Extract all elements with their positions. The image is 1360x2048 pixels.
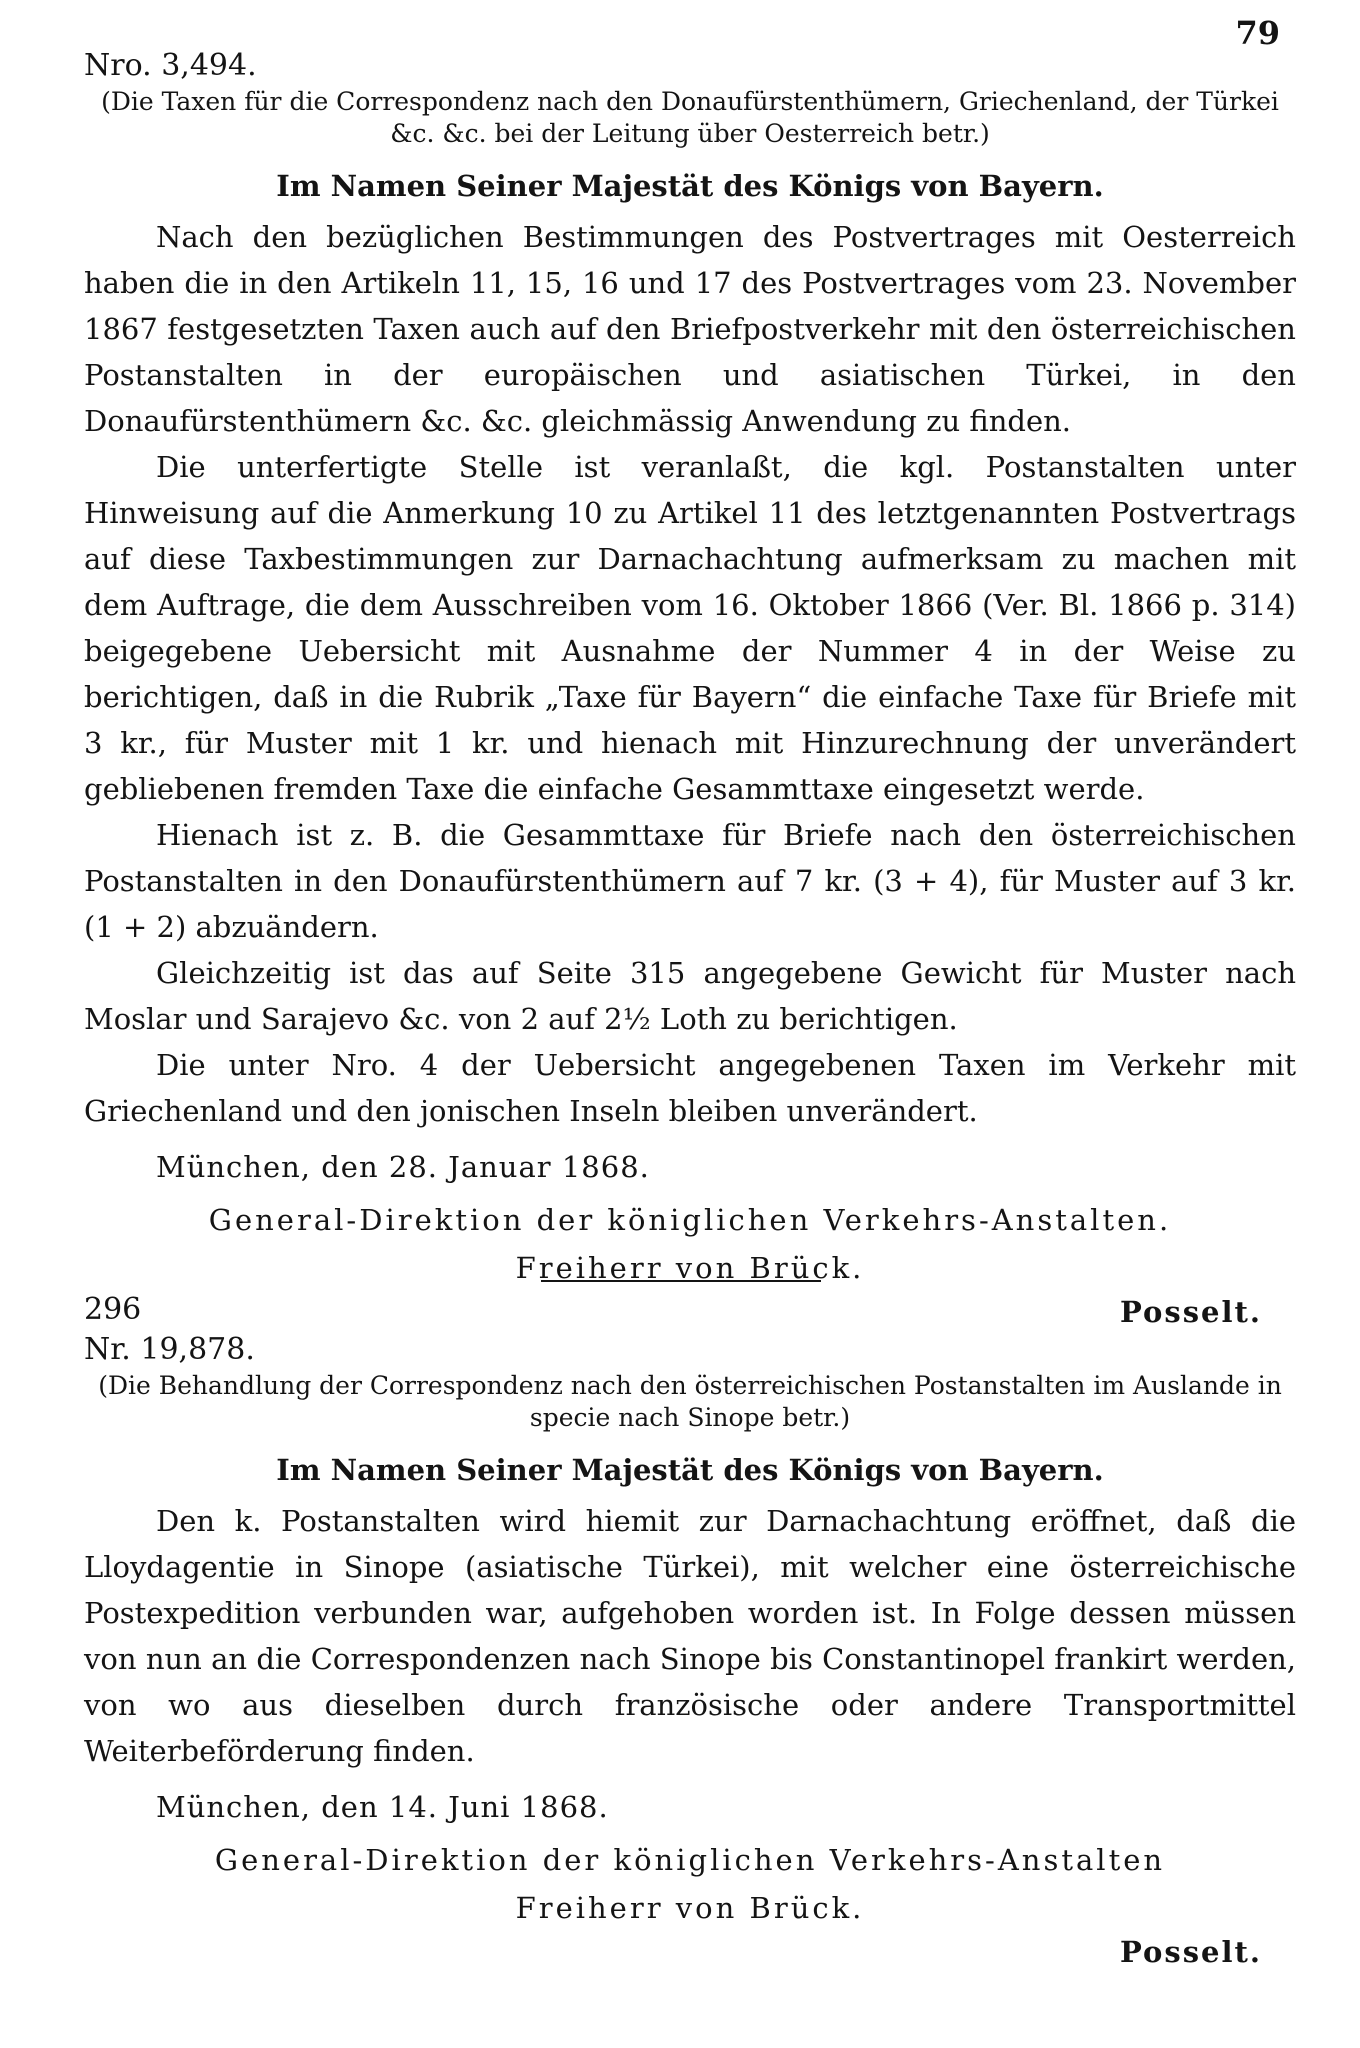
issuing-authority: General-Direktion der königlichen Verkehrs-Anstalten. <box>208 1203 1172 1237</box>
notice-heading: Im Namen Seiner Majestät des Königs von Bayern. <box>276 169 1104 203</box>
paragraph: Gleichzeitig ist das auf Seite 315 angegebene Gewicht für Muster nach Moslar und Sarajevo &c. von 2 auf 2½ Loth zu berichtigen. <box>84 956 1296 1036</box>
notice-date: München, den 28. Januar 1868. <box>156 1150 650 1184</box>
notice-subject: (Die Behandlung der Correspondenz nach den österreichischen Postanstalten im Auslande in specie nach Sinope betr.) <box>98 1371 1282 1432</box>
notice-2 <box>84 1290 1296 1974</box>
notice-number: Nr. 19,878. <box>84 1332 255 1367</box>
paragraph: Nach den bezüglichen Bestimmungen des Postvertrages mit Oesterreich haben die in den Artikeln 11, 15, 16 und 17 des Postvertrages vom 23. November 1867 festgesetzten Taxen auch auf den Briefpostverkehr mit den österreichischen Postanstalten in der europäischen und asiatischen Türkei, in den Donaufürstenthümern &c. &c. gleichmässig Anwendung zu finden. <box>84 220 1296 438</box>
paragraph: Die unter Nro. 4 der Uebersicht angegebenen Taxen im Verkehr mit Griechenland und den jonischen Inseln bleiben unverändert. <box>84 1048 1296 1128</box>
notice-heading: Im Namen Seiner Majestät des Königs von Bayern. <box>276 1453 1104 1487</box>
notice-number: Nro. 3,494. <box>84 48 257 83</box>
cosigner: Posselt. <box>1120 1295 1262 1329</box>
issuing-authority: General-Direktion der königlichen Verkehrs-Anstalten <box>214 1843 1166 1877</box>
signer: Freiherr von Brück. <box>515 1251 865 1285</box>
cosigner: Posselt. <box>1120 1935 1262 1969</box>
paragraph: Hienach ist z. B. die Gesammttaxe für Briefe nach den österreichischen Postanstalten in den Donaufürstenthümern auf 7 kr. (3 + 4), für Muster auf 3 kr. (1 + 2) abzuändern. <box>84 818 1296 944</box>
reference-number: 296 <box>84 1292 142 1327</box>
section-divider <box>541 1280 821 1282</box>
paragraph: Die unterfertigte Stelle ist veranlaßt, die kgl. Postanstalten unter Hinweisung auf die Anmerkung 10 zu Artikel 11 des letztgenannten Postvertrags auf diese Taxbestimmungen zur Darnachachtung aufmerksam zu machen mit dem Auftrage, die dem Ausschreiben vom 16. Oktober 1866 (Ver. Bl. 1866 p. 314) beigegebene Uebersicht mit Ausnahme der Nummer 4 in der Weise zu berichtigen, daß in die Rubrik „Taxe für Bayern“ die einfache Taxe für Briefe mit 3 kr., für Muster mit 1 kr. und hienach mit Hinzurechnung der unverändert gebliebenen fremden Taxe die einfache Gesammttaxe eingesetzt werde. <box>84 450 1296 806</box>
page-number: 79 <box>1235 14 1280 52</box>
notice-date: München, den 14. Juni 1868. <box>156 1790 609 1824</box>
signer: Freiherr von Brück. <box>515 1891 865 1925</box>
paragraph: Den k. Postanstalten wird hiemit zur Darnachachtung eröffnet, daß die Lloydagentie in Sinope (asiatische Türkei), mit welcher eine österreichische Postexpedition verbunden war, aufgehoben worden ist. In Folge dessen müssen von nun an die Correspondenzen nach Sinope bis Constantinopel frankirt werden, von wo aus dieselben durch französische oder andere Transportmittel Weiterbeförderung finden. <box>84 1504 1296 1768</box>
notice-1 <box>84 46 1296 1334</box>
notice-subject: (Die Taxen für die Correspondenz nach den Donaufürstenthümern, Griechenland, der Türkei &c. &c. bei der Leitung über Oesterreich betr.) <box>101 87 1279 148</box>
